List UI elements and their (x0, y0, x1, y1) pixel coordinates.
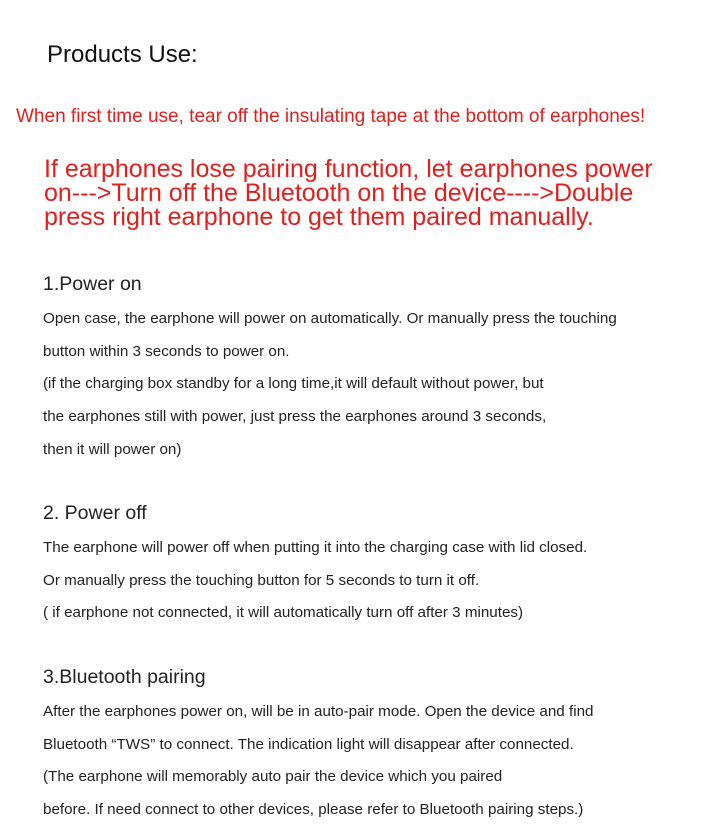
pairing-note-line-2: on--->Turn off the Bluetooth on the device---->Double (44, 179, 634, 207)
page-title: Products Use: (47, 41, 198, 68)
section-line: the earphones still with power, just press the earphones around 3 seconds, (43, 408, 547, 425)
section-heading-power-on: 1.Power on (43, 273, 142, 295)
section-line: (if the charging box standby for a long time,it will default without power, but (43, 375, 544, 392)
section-line: before. If need connect to other devices, please refer to Bluetooth pairing steps.) (43, 801, 584, 818)
section-line: Open case, the earphone will power on automatically. Or manually press the touching (43, 310, 617, 327)
section-line: After the earphones power on, will be in auto-pair mode. Open the device and find (43, 703, 594, 720)
pairing-note-line-3: press right earphone to get them paired manually. (44, 203, 594, 231)
section-heading-power-off: 2. Power off (43, 502, 147, 524)
section-line: Or manually press the touching button for 5 seconds to turn it off. (43, 572, 480, 589)
section-line: button within 3 seconds to power on. (43, 343, 290, 360)
section-heading-bluetooth-pairing: 3.Bluetooth pairing (43, 666, 206, 688)
section-line: then it will power on) (43, 441, 182, 458)
section-line: ( if earphone not connected, it will automatically turn off after 3 minutes) (43, 604, 524, 621)
warning-text: When first time use, tear off the insulating tape at the bottom of earphones! (16, 106, 646, 127)
section-line: Bluetooth “TWS” to connect. The indication light will disappear after connected. (43, 736, 574, 753)
section-line: The earphone will power off when putting it into the charging case with lid closed. (43, 539, 588, 556)
pairing-note-line-1: If earphones lose pairing function, let earphones power (44, 155, 653, 183)
section-line: (The earphone will memorably auto pair the device which you paired (43, 768, 503, 785)
